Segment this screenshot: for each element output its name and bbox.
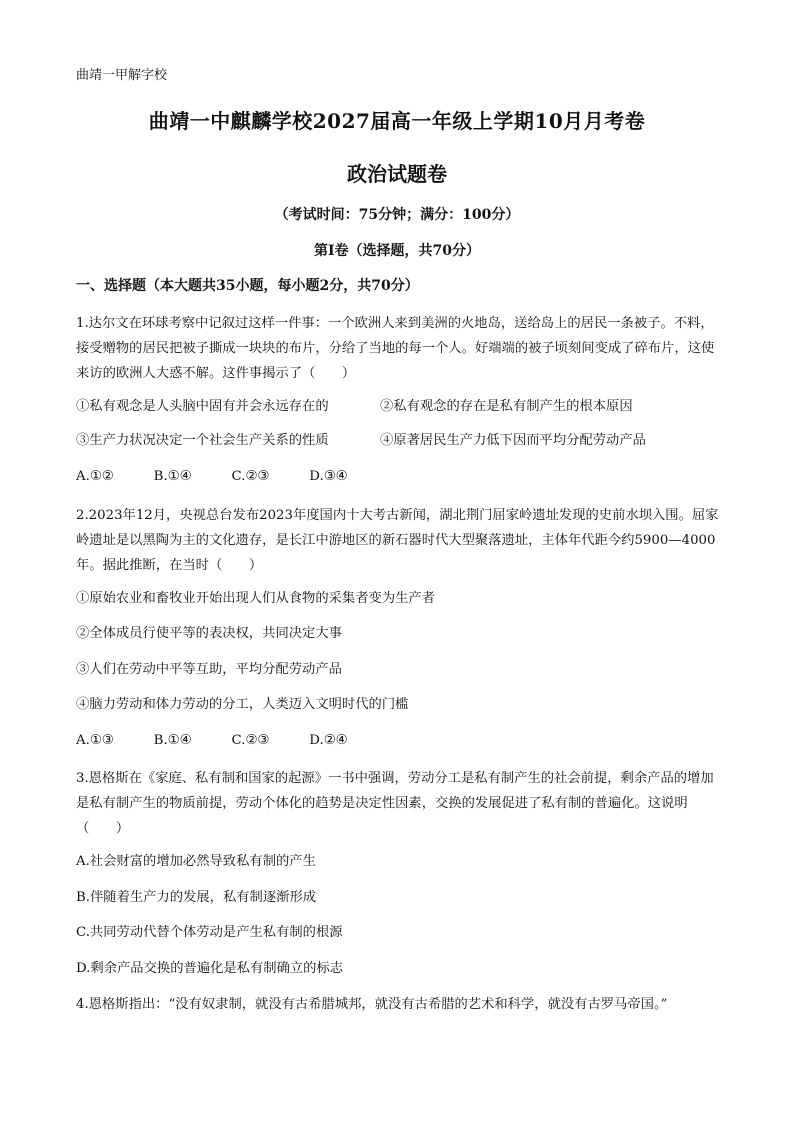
question-1-item-4: ④原著居民生产力低下因而平均分配劳动产品	[380, 433, 646, 448]
question-1-item-1: ①私有观念是人头脑中固有并会永远存在的	[76, 399, 329, 414]
question-1-item-3: ③生产力状况决定一个社会生产关系的性质	[76, 433, 329, 448]
option-b: B.①④	[153, 469, 192, 484]
option-a: A.①②	[76, 469, 114, 484]
section-title: 一、选择题（本大题共35小题，每小题2分，共70分）	[76, 278, 419, 294]
part-title: 第Ⅰ卷（选择题，共70分）	[313, 243, 481, 259]
question-1-stem: 1.达尔文在环球考察中记叙过这样一件事：一个欧洲人来到美洲的火地岛，送给岛上的居民一条被子。不料，接受赠物的居民把被子撕成一块块的布片，分给了当地的每一个人。好端端的被子顷刻间变成了碎布片，这使来访的欧洲人大惑不解。这件事揭示了（ ）	[76, 316, 715, 381]
question-2-item-2: ②全体成员行使平等的表决权，共同决定大事	[76, 626, 342, 641]
question-2-item-4: ④脑力劳动和体力劳动的分工，人类迈入文明时代的门槛	[76, 697, 409, 712]
exam-title: 曲靖一中麒麟学校2027届高一年级上学期10月月考卷	[148, 109, 646, 133]
option-c: C.②③	[231, 469, 270, 484]
option-d: D.③④	[309, 469, 348, 484]
exam-info: （考试时间：75分钟；满分：100分）	[274, 207, 520, 223]
question-3-choice-d: D.剩余产品交换的普遍化是私有制确立的标志	[76, 961, 344, 976]
question-3-choice-c: C.共同劳动代替个体劳动是产生私有制的根源	[76, 925, 343, 940]
option-b: B.①④	[153, 733, 192, 748]
exam-subtitle: 政治试题卷	[347, 162, 447, 186]
question-1-item-2: ②私有观念的存在是私有制产生的根本原因	[380, 399, 633, 414]
question-3-stem: 3.恩格斯在《家庭、私有制和国家的起源》一书中强调，劳动分工是私有制产生的社会前提，剩余产品的增加是私有制产生的物质前提，劳动个体化的趋势是决定性因素，交换的发展促进了私有制的普遍化。这说明（ ）	[76, 771, 714, 836]
option-c: C.②③	[231, 733, 270, 748]
question-2-stem: 2.2023年12月，央视总台发布2023年度国内十大考古新闻，湖北荆门屈家岭遗址发现的史前水坝入围。屈家岭遗址是以黑陶为主的文化遗存，是长江中游地区的新石器时代大型聚落遗址，主体年代距今约5900—4000年。据此推断，在当时（ ）	[76, 508, 719, 573]
question-2-item-3: ③人们在劳动中平等互助，平均分配劳动产品	[76, 662, 342, 677]
question-2-item-1: ①原始农业和畜牧业开始出现人们从食物的采集者变为生产者	[76, 591, 436, 606]
question-4-stem: 4.恩格斯指出：“没有奴隶制，就没有古希腊城邦，就没有古希腊的艺术和科学，就没有古罗马帝国。”	[76, 997, 668, 1012]
question-3-choice-a: A.社会财富的增加必然导致私有制的产生	[76, 854, 316, 869]
question-3-choice-b: B.伴随着生产力的发展，私有制逐渐形成	[76, 890, 317, 905]
question-1-options	[76, 467, 388, 487]
option-a: A.①③	[76, 733, 114, 748]
school-header: 曲靖一甲解字校	[76, 68, 168, 83]
option-d: D.②④	[309, 733, 348, 748]
question-2-options	[76, 731, 388, 751]
